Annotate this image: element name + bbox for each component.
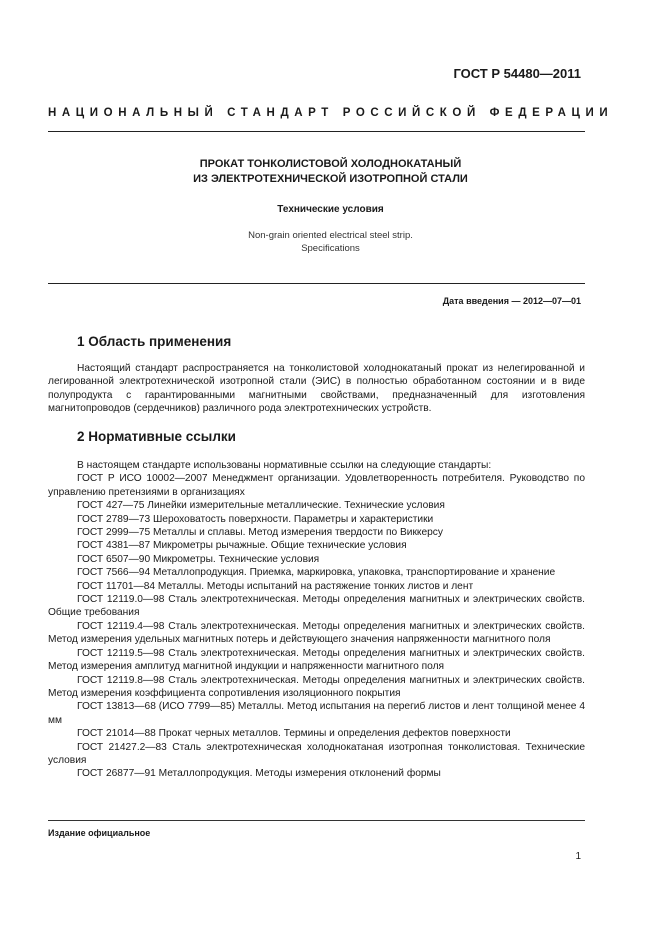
header-rule: [48, 131, 585, 132]
title-line-1: ПРОКАТ ТОНКОЛИСТОВОЙ ХОЛОДНОКАТАНЫЙ: [199, 158, 462, 170]
introduction-date: Дата введения — 2012—07—01: [442, 296, 581, 306]
reference-item: ГОСТ 12119.5—98 Сталь электротехническая. Методы определения магнитных и электрических свойств. Метод измерения амплитуд магнитной индукции и напряженности магнитного поля: [48, 647, 585, 673]
reference-item: ГОСТ 7566—94 Металлопродукция. Приемка, маркировка, упаковка, транспортирование и хранение: [77, 567, 556, 579]
english-title-line-1: Non-grain oriented electrical steel strip.: [248, 230, 413, 241]
reference-item: ГОСТ 6507—90 Микрометры. Технические условия: [77, 553, 320, 565]
references-intro: В настоящем стандарте использованы нормативные ссылки на следующие стандарты:: [77, 460, 492, 471]
reference-item: ГОСТ 12119.0—98 Сталь электротехническая. Методы определения магнитных и электрических свойств. Общие требования: [48, 594, 585, 619]
reference-item: ГОСТ 427—75 Линейки измерительные металлические. Технические условия: [77, 500, 445, 512]
subtitle: Технические условия: [277, 204, 384, 215]
reference-item: ГОСТ 13813—68 (ИСО 7799—85) Металлы. Метод испытания на перегиб листов и лент толщиной менее 4 мм: [48, 701, 585, 726]
section-1-text: Настоящий стандарт распространяется на тонколистовой холоднокатаный прокат из нелегированной и легированной электротехнической изотропной стали (ЭИС) в полностью обработанном состоянии и в виде полупродукта с гарантированными магнитными свойствами, предназначенный для изготовления магнитопроводов (сердечников) различного рода электротехнических устройств.: [48, 363, 585, 415]
section-1-heading: 1 Область применения: [77, 334, 232, 349]
normative-references: [48, 459, 585, 781]
reference-item: ГОСТ 2789—73 Шероховатость поверхности. Параметры и характеристики: [77, 513, 434, 525]
section-2-heading: 2 Нормативные ссылки: [77, 429, 236, 444]
reference-item: ГОСТ Р ИСО 10002—2007 Менеджмент организации. Удовлетворенность потребителя. Руководство по управлению претензиями в организациях: [48, 473, 585, 498]
title-rule: [48, 283, 585, 284]
title-line-2: ИЗ ЭЛЕКТРОТЕХНИЧЕСКОЙ ИЗОТРОПНОЙ СТАЛИ: [193, 173, 468, 185]
reference-item: ГОСТ 12119.8—98 Сталь электротехническая. Методы определения магнитных и электрических свойств. Метод измерения коэффициента сопротивления изоляционного покрытия: [48, 674, 585, 699]
reference-item: ГОСТ 2999—75 Металлы и сплавы. Метод измерения твердости по Виккерсу: [77, 527, 443, 539]
english-title-line-2: Specifications: [301, 243, 360, 254]
footer-rule: [48, 820, 585, 821]
page-number: 1: [575, 851, 581, 862]
reference-item: ГОСТ 11701—84 Металлы. Методы испытаний на растяжение тонких листов и лент: [77, 580, 474, 592]
reference-item: ГОСТ 21014—88 Прокат черных металлов. Термины и определения дефектов поверхности: [77, 728, 511, 740]
national-standard-banner: НАЦИОНАЛЬНЫЙ СТАНДАРТ РОССИЙСКОЙ ФЕДЕРАЦИИ: [48, 107, 614, 119]
reference-item: ГОСТ 21427.2—83 Сталь электротехническая холоднокатаная изотропная тонколистовая. Технические условия: [48, 741, 585, 766]
official-edition-label: Издание официальное: [48, 828, 151, 838]
reference-item: ГОСТ 12119.4—98 Сталь электротехническая. Методы определения магнитных и электрических свойств. Метод измерения удельных магнитных потерь и действующего значения напряженности магнитного поля: [48, 620, 585, 646]
reference-item: ГОСТ 4381—87 Микрометры рычажные. Общие технические условия: [77, 540, 407, 552]
doc-code: ГОСТ Р 54480—2011: [453, 66, 581, 81]
reference-item: ГОСТ 26877—91 Металлопродукция. Методы измерения отклонений формы: [77, 768, 441, 780]
